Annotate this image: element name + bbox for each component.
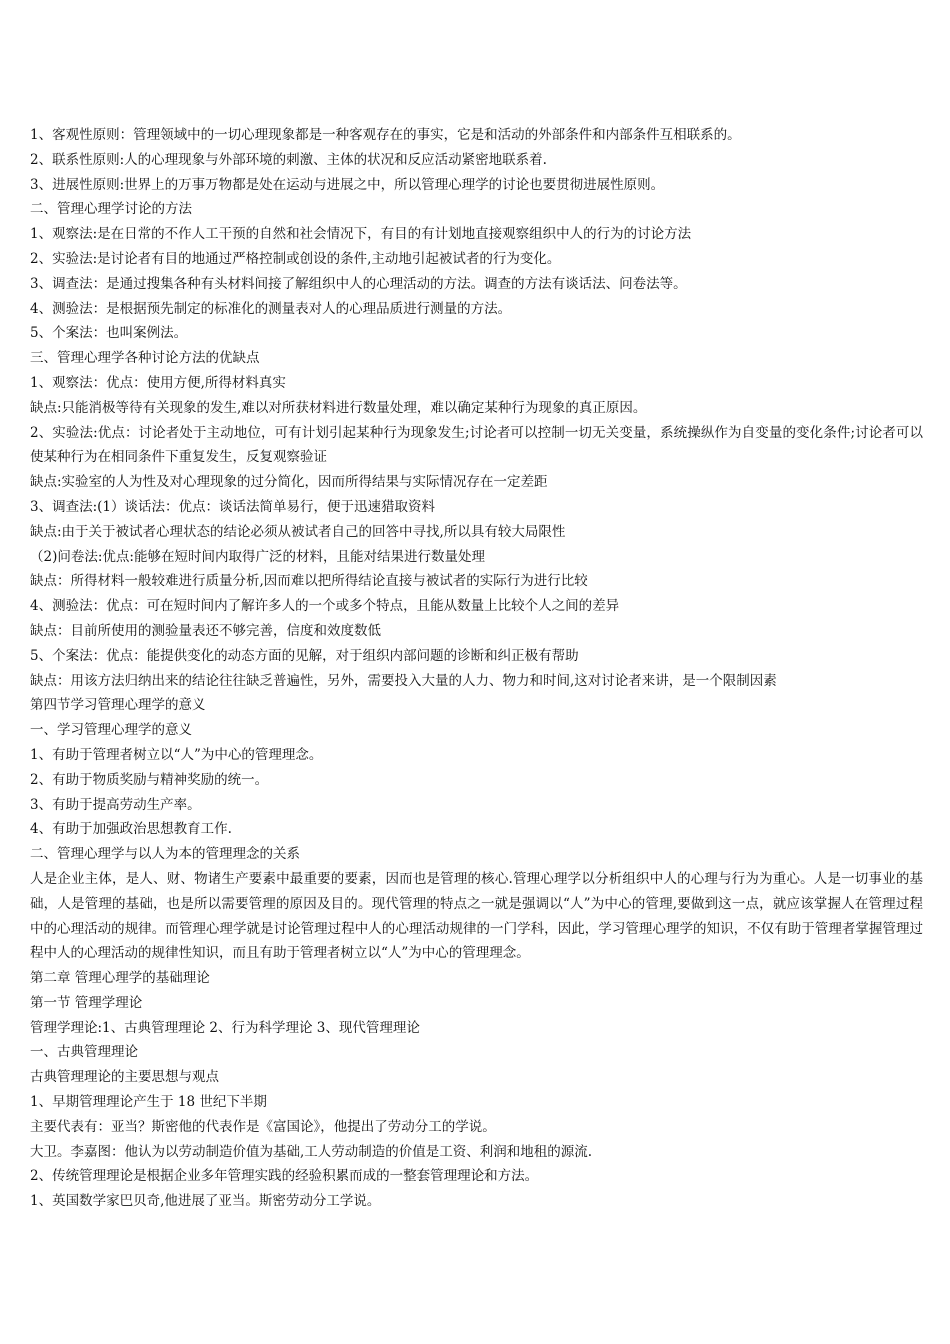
section-heading: 二、管理心理学讨论的方法 [30,201,192,218]
text-line: 1、客观性原则：管理领域中的一切心理现象都是一种客观存在的事实，它是和活动的外部条件和内部条件互相联系的。 [30,127,741,143]
text-line: 古典管理理论的主要思想与观点 [30,1069,219,1086]
text-line: 缺点:实验室的人为性及对心理现象的过分简化，因而所得结果与实际情况存在一定差距 [30,474,548,491]
text-line: 4、测验法：优点：可在短时间内了解许多人的一个或多个特点，且能从数量上比较个人之间的差异 [30,598,620,615]
text-line: 3、调查法：是通过搜集各种有头材料间接了解组织中人的心理活动的方法。调查的方法有谈话法、问卷法等。 [30,275,687,292]
text-paragraph: 人是企业主体，是人、财、物诸生产要素中最重要的要素，因而也是管理的核心.管理心理学以分析组织中人的心理与行为为重心。人是一切事业的基础，人是管理的基础，也是所以需要管理的原因及目的。现代管理的特点之一就是强调以“人”为中心的管理,要做到这一点，就应该掌握人在管理过程中的心理活动的规律。而管理心理学就是讨论管理过程中人的心理活动规律的一门学科，因此，学习管理心理学的知识，不仅有助于管理者掌握管理过程中人的心理活动的规律性知识，而且有助于管理者树立以“人”为中心的管理理念。 [30,870,923,962]
text-line: 3、进展性原则:世界上的万事万物都是处在运动与进展之中，所以管理心理学的讨论也要贯彻进展性原则。 [30,176,665,193]
text-line: 1、英国数学家巴贝奇,他进展了亚当。斯密劳动分工学说。 [30,1193,381,1210]
section-heading: 一、古典管理理论 [30,1044,138,1061]
text-line: 5、个案法：也叫案例法。 [30,325,188,342]
text-line: 1、观察法：优点：使用方便,所得材料真实 [30,374,286,391]
text-line: 2、有助于物质奖励与精神奖励的统一。 [30,771,269,788]
text-line: 3、有助于提高劳动生产率。 [30,796,201,813]
text-line: 缺点：所得材料一般较难进行质量分析,因而难以把所得结论直接与被试者的实际行为进行比较 [30,573,588,590]
text-line: 缺点:由于关于被试者心理状态的结论必须从被试者自己的回答中寻找,所以具有较大局限性 [30,523,566,540]
text-line: 缺点：目前所使用的测验量表还不够完善，信度和效度数低 [30,622,381,639]
text-line: （2)问卷法:优点:能够在短时间内取得广泛的材料，且能对结果进行数量处理 [30,548,485,565]
text-line: 3、调查法:(1）谈话法：优点：谈话法简单易行，便于迅速猎取资料 [30,498,435,515]
section-heading: 第四节学习管理心理学的意义 [30,697,206,714]
text-line: 大卫。李嘉图：他认为以劳动制造价值为基础,工人劳动制造的价值是工资、利润和地租的源流. [30,1143,593,1160]
document-body [30,123,923,1214]
text-paragraph: 2、实验法:优点：讨论者处于主动地位，可有计划引起某种行为现象发生;讨论者可以控制一切无关变量，系统操纵作为自变量的变化条件;讨论者可以使某种行为在相同条件下重复发生，反复观察验证 [30,424,923,466]
text-line: 1、有助于管理者树立以“人”为中心的管理理念。 [30,746,323,763]
text-line: 2、联系性原则:人的心理现象与外部环境的刺激、主体的状况和反应活动紧密地联系着. [30,151,547,168]
section-heading: 第一节 管理学理论 [30,994,143,1011]
text-line: 1、早期管理理论产生于 18 世纪下半期 [30,1094,267,1111]
section-heading: 一、学习管理心理学的意义 [30,722,192,739]
text-line: 缺点：用该方法归纳出来的结论往往缺乏普遍性，另外，需要投入大量的人力、物力和时间,这对讨论者来讲，是一个限制因素 [30,672,777,689]
text-line: 2、传统管理理论是根据企业多年管理实践的经验积累而成的一整套管理理论和方法。 [30,1168,539,1185]
text-line: 2、实验法:是讨论者有目的地通过严格控制或创设的条件,主动地引起被试者的行为变化。 [30,250,561,267]
chapter-heading: 第二章 管理心理学的基础理论 [30,970,210,987]
text-line: 4、测验法：是根据预先制定的标准化的测量表对人的心理品质进行测量的方法。 [30,300,512,317]
text-line: 主要代表有：亚当？斯密他的代表作是《富国论》，他提出了劳动分工的学说。 [30,1118,496,1135]
section-heading: 三、管理心理学各种讨论方法的优缺点 [30,350,260,367]
text-line: 缺点:只能消极等待有关现象的发生,难以对所获材料进行数量处理，难以确定某种行为现象的真正原因。 [30,399,647,416]
text-line: 4、有助于加强政治思想教育工作. [30,821,232,838]
section-heading: 二、管理心理学与以人为本的管理理念的关系 [30,846,300,863]
text-line: 1、观察法:是在日常的不作人工干预的自然和社会情况下，有目的有计划地直接观察组织中人的行为的讨论方法 [30,226,692,243]
text-line: 5、个案法：优点：能提供变化的动态方面的见解，对于组织内部问题的诊断和纠正极有帮助 [30,647,579,664]
text-line: 管理学理论:1、古典管理理论 2、行为科学理论 3、现代管理理论 [30,1019,420,1036]
